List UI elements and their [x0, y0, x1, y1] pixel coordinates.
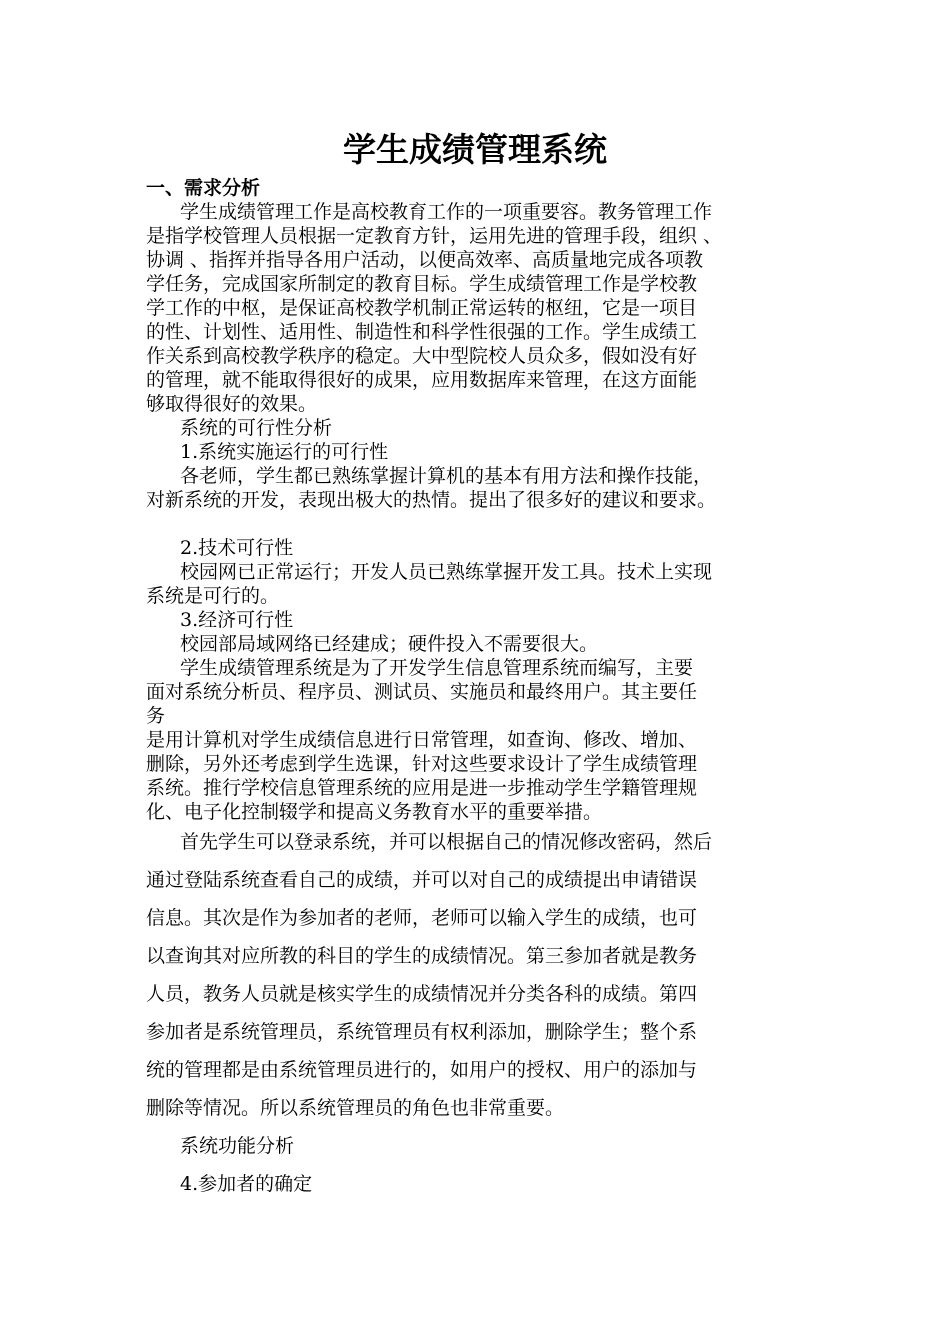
subheading: 2.技术可行性 [180, 537, 294, 559]
body-line: 是指学校管理人员根据一定教育方针，运用先进的管理手段，组织 、 [146, 225, 723, 247]
body-line: 协调 、指挥并指导各用户活动，以便高效率、高质量地完成各项教 [146, 249, 704, 271]
body-line: 学生成绩管理系统是为了开发学生信息管理系统而编写，主要 [180, 657, 694, 679]
section-heading: 一、需求分析 [146, 177, 261, 199]
body-line: 删除等情况。所以系统管理员的角色也非常重要。 [146, 1097, 565, 1119]
body-line: 学生成绩管理工作是高校教育工作的一项重要容。教务管理工作 [180, 201, 713, 223]
body-line: 以查询其对应所教的科目的学生的成绩情况。第三参加者就是教务 [146, 945, 698, 967]
subheading: 1.系统实施运行的可行性 [180, 441, 389, 463]
body-line: 信息。其次是作为参加者的老师，老师可以输入学生的成绩，也可 [146, 907, 698, 929]
body-line: 面对系统分析员、程序员、测试员、实施员和最终用户。其主要任 [146, 681, 698, 703]
body-line: 校园部局域网络已经建成；硬件投入不需要很大。 [180, 633, 599, 655]
body-line: 的管理，就不能取得很好的成果，应用数据库来管理，在这方面能 [146, 369, 698, 391]
body-line: 系统。推行学校信息管理系统的应用是进一步推动学生学籍管理规 [146, 777, 698, 799]
body-line: 够取得很好的效果。 [146, 393, 318, 415]
body-line: 务 [146, 705, 166, 727]
subheading: 系统的可行性分析 [180, 417, 333, 439]
body-line: 通过登陆系统查看自己的成绩，并可以对自己的成绩提出申请错误 [146, 869, 698, 891]
body-line: 首先学生可以登录系统，并可以根据自己的情况修改密码，然后 [180, 831, 713, 853]
body-line: 系统是可行的。 [146, 585, 280, 607]
subheading: 4.参加者的确定 [180, 1173, 313, 1195]
document-title: 学生成绩管理系统 [343, 130, 607, 169]
body-line: 化、电子化控制辍学和提高义务教育水平的重要举措。 [146, 801, 603, 823]
body-line: 参加者是系统管理员，系统管理员有权利添加，删除学生；整个系 [146, 1021, 698, 1043]
body-line: 是用计算机对学生成绩信息进行日常管理，如查询、修改、增加、 [146, 729, 698, 751]
subheading: 系统功能分析 [180, 1135, 295, 1157]
body-line: 各老师，学生都已熟练掌握计算机的基本有用方法和操作技能， [180, 465, 713, 487]
body-line: 学任务，完成国家所制定的教育目标。学生成绩管理工作是学校教 [146, 273, 698, 295]
body-line: 统的管理都是由系统管理员进行的，如用户的授权、用户的添加与 [146, 1059, 698, 1081]
body-line: 作关系到高校教学秩序的稳定。大中型院校人员众多，假如没有好 [146, 345, 698, 367]
body-line: 校园网已正常运行；开发人员已熟练掌握开发工具。技术上实现 [180, 561, 713, 583]
body-line: 人员，教务人员就是核实学生的成绩情况并分类各科的成绩。第四 [146, 983, 698, 1005]
body-line: 删除，另外还考虑到学生选课，针对这些要求设计了学生成绩管理 [146, 753, 698, 775]
body-line: 对新系统的开发，表现出极大的热情。提出了很多好的建议和要求。 [146, 489, 717, 511]
body-line: 学工作的中枢，是保证高校教学机制正常运转的枢纽，它是一项目 [146, 297, 698, 319]
body-line: 的性、计划性、适用性、制造性和科学性很强的工作。学生成绩工 [146, 321, 698, 343]
subheading: 3.经济可行性 [180, 609, 294, 631]
